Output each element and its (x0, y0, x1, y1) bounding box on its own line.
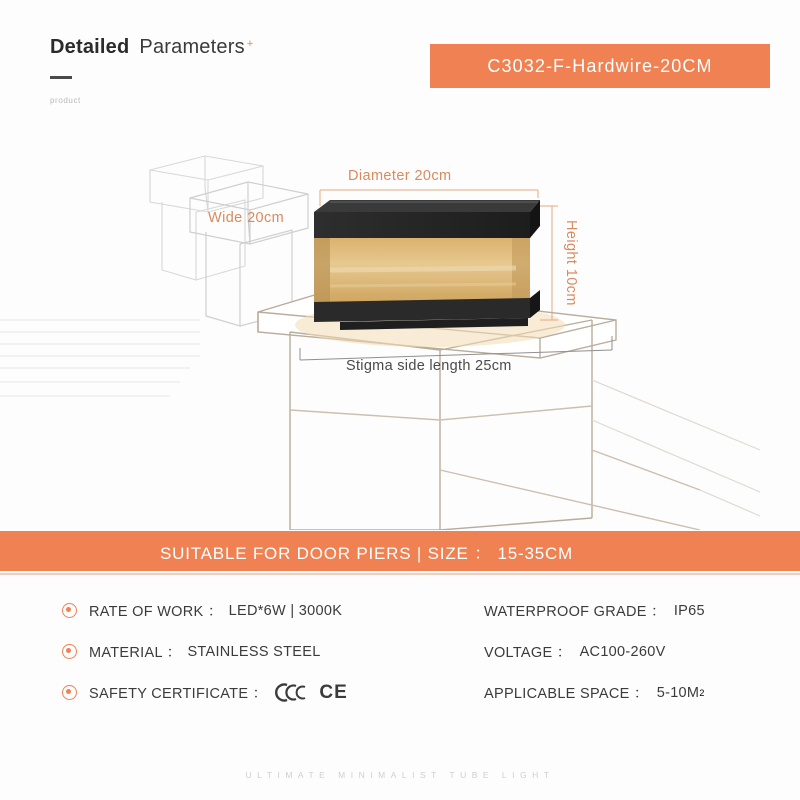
bullet-icon (62, 685, 77, 700)
spec-label-material: MATERIAL ： (89, 645, 182, 661)
page-subtitle: product (50, 96, 81, 105)
model-name: C3032-F-Hardwire-20CM (487, 55, 713, 76)
suitability-text: SUITABLE FOR DOOR PIERS | SIZE ： 15-35CM (160, 543, 574, 563)
spec-label-voltage: VOLTAGE ： (484, 645, 572, 661)
page-title-light: Parameters (139, 36, 245, 58)
page-title-plus: + (246, 37, 254, 50)
spec-row-material (62, 631, 462, 672)
ce-icon: CE (319, 681, 348, 703)
band-underline (0, 573, 800, 575)
spec-value-applicable-space: 5-10M (656, 684, 700, 701)
page-title-bold: Detailed (50, 36, 130, 58)
spec-value-applicable-space-sup: 2 (699, 687, 705, 698)
spec-column-right (484, 590, 784, 713)
bullet-icon (62, 603, 77, 618)
spec-value-voltage: AC100-260V (579, 643, 666, 660)
label-diameter: Diameter 20cm (348, 168, 452, 184)
spec-value-material: STAINLESS STEEL (187, 643, 321, 660)
label-stigma-side-length: Stigma side length 25cm (346, 358, 512, 374)
bullet-icon (62, 644, 77, 659)
spec-row-voltage (484, 631, 784, 672)
page-footer (0, 765, 800, 783)
model-banner (430, 44, 770, 88)
spec-label-safety-certificate: SAFETY CERTIFICATE ： (89, 686, 268, 702)
page-title (50, 36, 253, 59)
spec-label-waterproof-grade: WATERPROOF GRADE ： (484, 604, 666, 620)
suitability-band (0, 531, 800, 571)
ccc-icon (275, 682, 309, 703)
spec-row-rate-of-work (62, 590, 462, 631)
spec-label-applicable-space: APPLICABLE SPACE ： (484, 686, 649, 702)
spec-value-rate-of-work: LED*6W | 3000K (228, 602, 343, 619)
spec-label-rate-of-work: RATE OF WORK ： (89, 604, 223, 620)
footer-text: ULTIMATE MINIMALIST TUBE LIGHT (245, 770, 555, 780)
spec-list (0, 590, 800, 720)
label-wide: Wide 20cm (208, 210, 285, 226)
spec-row-waterproof-grade (484, 590, 784, 631)
spec-column-left (62, 590, 462, 713)
spec-value-waterproof-grade: IP65 (673, 602, 705, 619)
spec-row-applicable-space (484, 672, 784, 713)
certificate-marks (275, 682, 347, 704)
label-height: Height 10cm (563, 220, 579, 306)
page-header (0, 28, 800, 105)
title-underline (50, 76, 72, 79)
spec-row-safety-certificate (62, 672, 462, 713)
product-illustration (0, 120, 800, 530)
